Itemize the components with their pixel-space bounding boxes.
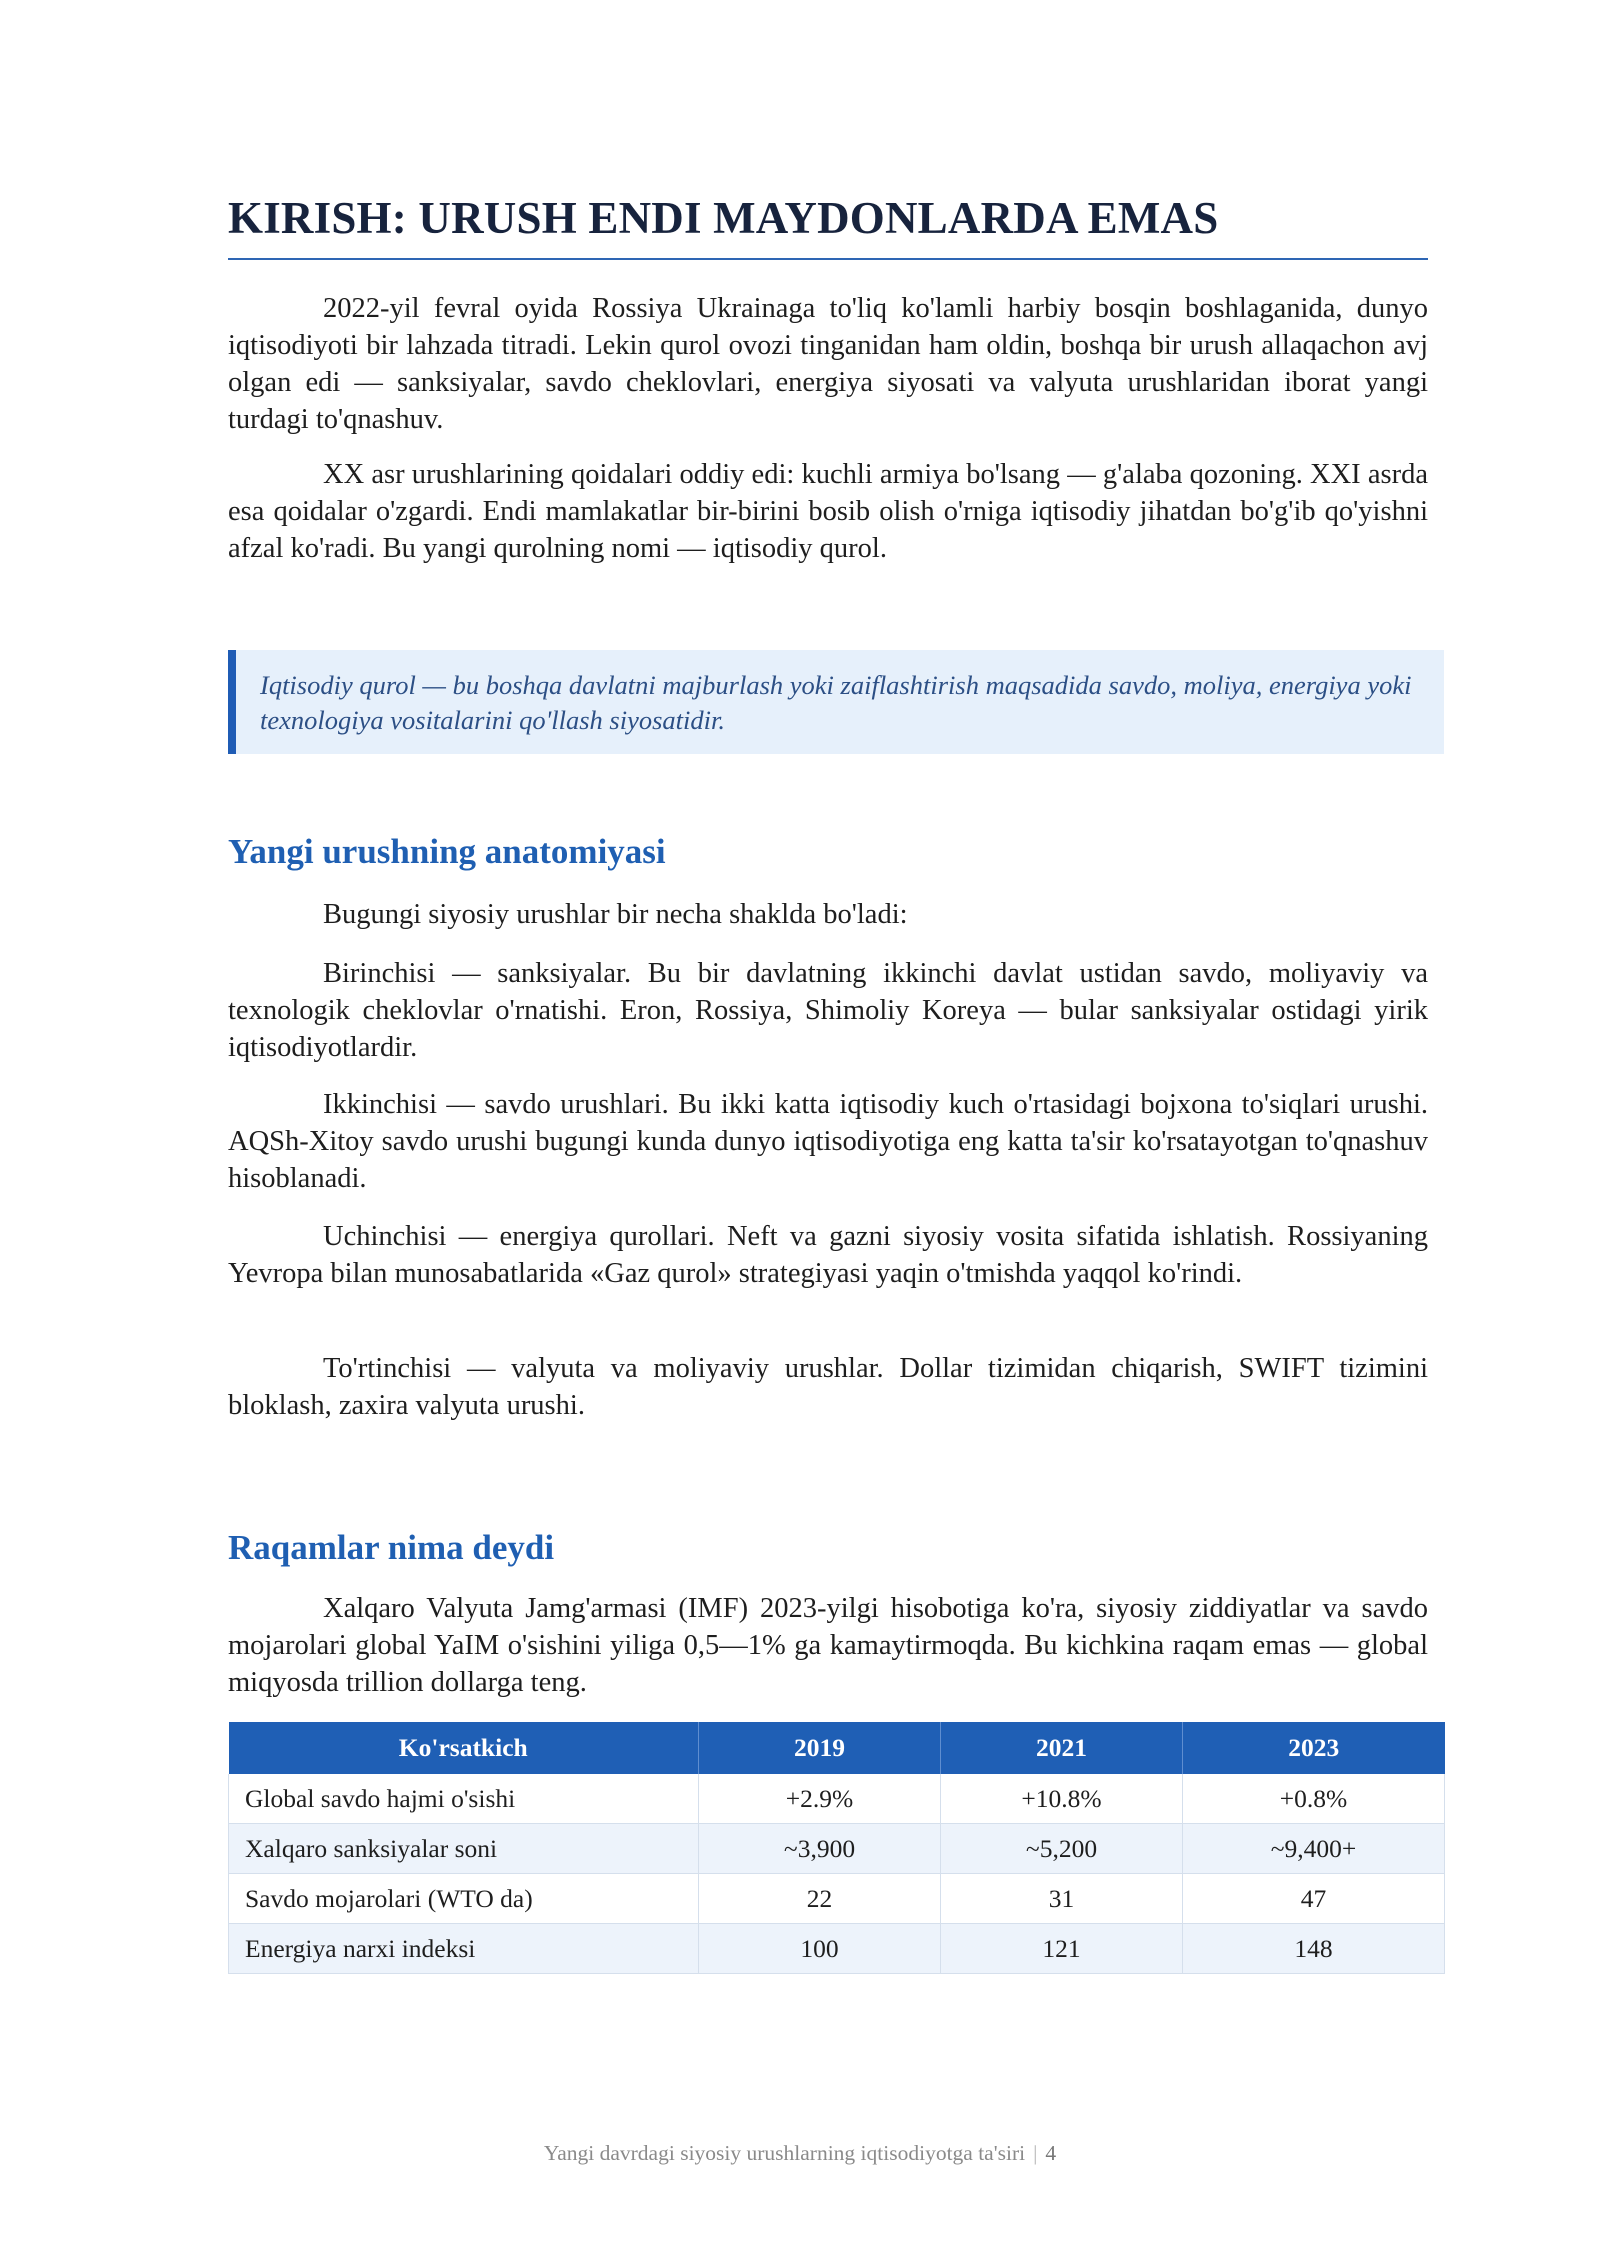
section2-paragraph: Xalqaro Valyuta Jamg'armasi (IMF) 2023-yilgi hisobotiga ko'ra, siyosiy ziddiyatlar va savdo mojarolari global YaIM o'sishini yiliga 0,5—1% ga kamaytirmoqda. Bu kichkina raqam emas — global miqyosda trillion dollarga teng.: [228, 1593, 1428, 1698]
page-footer: [0, 2141, 1600, 2166]
page-number: 4: [1045, 2141, 1057, 2165]
table-cell: Savdo mojarolari (WTO da): [229, 1874, 699, 1924]
table-cell: 148: [1183, 1924, 1445, 1974]
title-underline: [228, 258, 1428, 260]
table-row: [229, 1874, 1445, 1924]
intro-paragraph-1: 2022-yil fevral oyida Rossiya Ukrainaga to'liq ko'lamli harbiy bosqin boshlaganida, dunyo iqtisodiyoti bir lahzada titradi. Lekin qurol ovozi tinganidan ham oldin, boshqa bir urush allaqachon avj olgan edi — sanksiyalar, savdo cheklovlari, energiya siyosati va valyuta urushlaridan iborat yangi turdagi to'qnashuv.: [228, 293, 1428, 435]
section1-paragraph-5: To'rtinchisi — valyuta va moliyaviy urushlar. Dollar tizimidan chiqarish, SWIFT tizimini bloklash, zaxira valyuta urushi.: [228, 1353, 1428, 1421]
table-cell: Energiya narxi indeksi: [229, 1924, 699, 1974]
section1-paragraph-2: Birinchisi — sanksiyalar. Bu bir davlatning ikkinchi davlat ustidan savdo, moliyaviy va texnologik cheklovlar o'rnatishi. Eron, Rossiya, Shimoliy Koreya — bular sanksiyalar ostidagi yirik iqtisodiyotlardir.: [228, 958, 1428, 1063]
table-cell: +0.8%: [1183, 1774, 1445, 1824]
table-cell: ~3,900: [699, 1824, 941, 1874]
intro-paragraph-2: XX asr urushlarining qoidalari oddiy edi: kuchli armiya bo'lsang — g'alaba qozoning. XXI asrda esa qoidalar o'zgardi. Endi mamlakatlar bir-birini bosib olish o'rniga iqtisodiy jihatdan bo'g'ib qo'yishni afzal ko'radi. Bu yangi qurolning nomi — iqtisodiy qurol.: [228, 459, 1428, 564]
section1-paragraph-1: Bugungi siyosiy urushlar bir necha shaklda bo'ladi:: [323, 899, 908, 930]
table-cell: ~5,200: [941, 1824, 1183, 1874]
table-cell: ~9,400+: [1183, 1824, 1445, 1874]
section-heading-anatomy: Yangi urushning anatomiyasi: [228, 832, 666, 871]
table-row: [229, 1924, 1445, 1974]
table-header-cell: 2019: [699, 1722, 941, 1774]
table-header-row: [229, 1722, 1445, 1774]
definition-callout: [228, 650, 1444, 754]
page-title: KIRISH: URUSH ENDI MAYDONLARDA EMAS: [228, 193, 1219, 243]
table-row: [229, 1824, 1445, 1874]
table-cell: 100: [699, 1924, 941, 1974]
indicators-table: [228, 1722, 1445, 1974]
table-header-cell: 2023: [1183, 1722, 1445, 1774]
footer-separator: |: [1033, 2141, 1038, 2165]
table-header-cell: 2021: [941, 1722, 1183, 1774]
section1-paragraph-4: Uchinchisi — energiya qurollari. Neft va gazni siyosiy vosita sifatida ishlatish. Rossiyaning Yevropa bilan munosabatlarida «Gaz qurol» strategiyasi yaqin o'tmishda yaqqol ko'rindi.: [228, 1221, 1428, 1289]
table-header-cell: Ko'rsatkich: [229, 1722, 699, 1774]
table-cell: Global savdo hajmi o'sishi: [229, 1774, 699, 1824]
section-heading-numbers: Raqamlar nima deydi: [228, 1528, 555, 1567]
table-cell: 121: [941, 1924, 1183, 1974]
footer-title: Yangi davrdagi siyosiy urushlarning iqtisodiyotga ta'siri: [543, 2141, 1026, 2165]
table-cell: 31: [941, 1874, 1183, 1924]
table-cell: +2.9%: [699, 1774, 941, 1824]
callout-text: Iqtisodiy qurol — bu boshqa davlatni majburlash yoki zaiflashtirish maqsadida savdo, moliya, energiya yoki texnologiya vositalarini qo'llash siyosatidir.: [260, 670, 1412, 735]
section1-paragraph-3: Ikkinchisi — savdo urushlari. Bu ikki katta iqtisodiy kuch o'rtasidagi bojxona to'siqlari urushi. AQSh-Xitoy savdo urushi bugungi kunda dunyo iqtisodiyotiga eng katta ta'sir ko'rsatayotgan to'qnashuv hisoblanadi.: [228, 1089, 1428, 1194]
table-cell: Xalqaro sanksiyalar soni: [229, 1824, 699, 1874]
table-cell: 47: [1183, 1874, 1445, 1924]
table-row: [229, 1774, 1445, 1824]
table-cell: +10.8%: [941, 1774, 1183, 1824]
table-cell: 22: [699, 1874, 941, 1924]
